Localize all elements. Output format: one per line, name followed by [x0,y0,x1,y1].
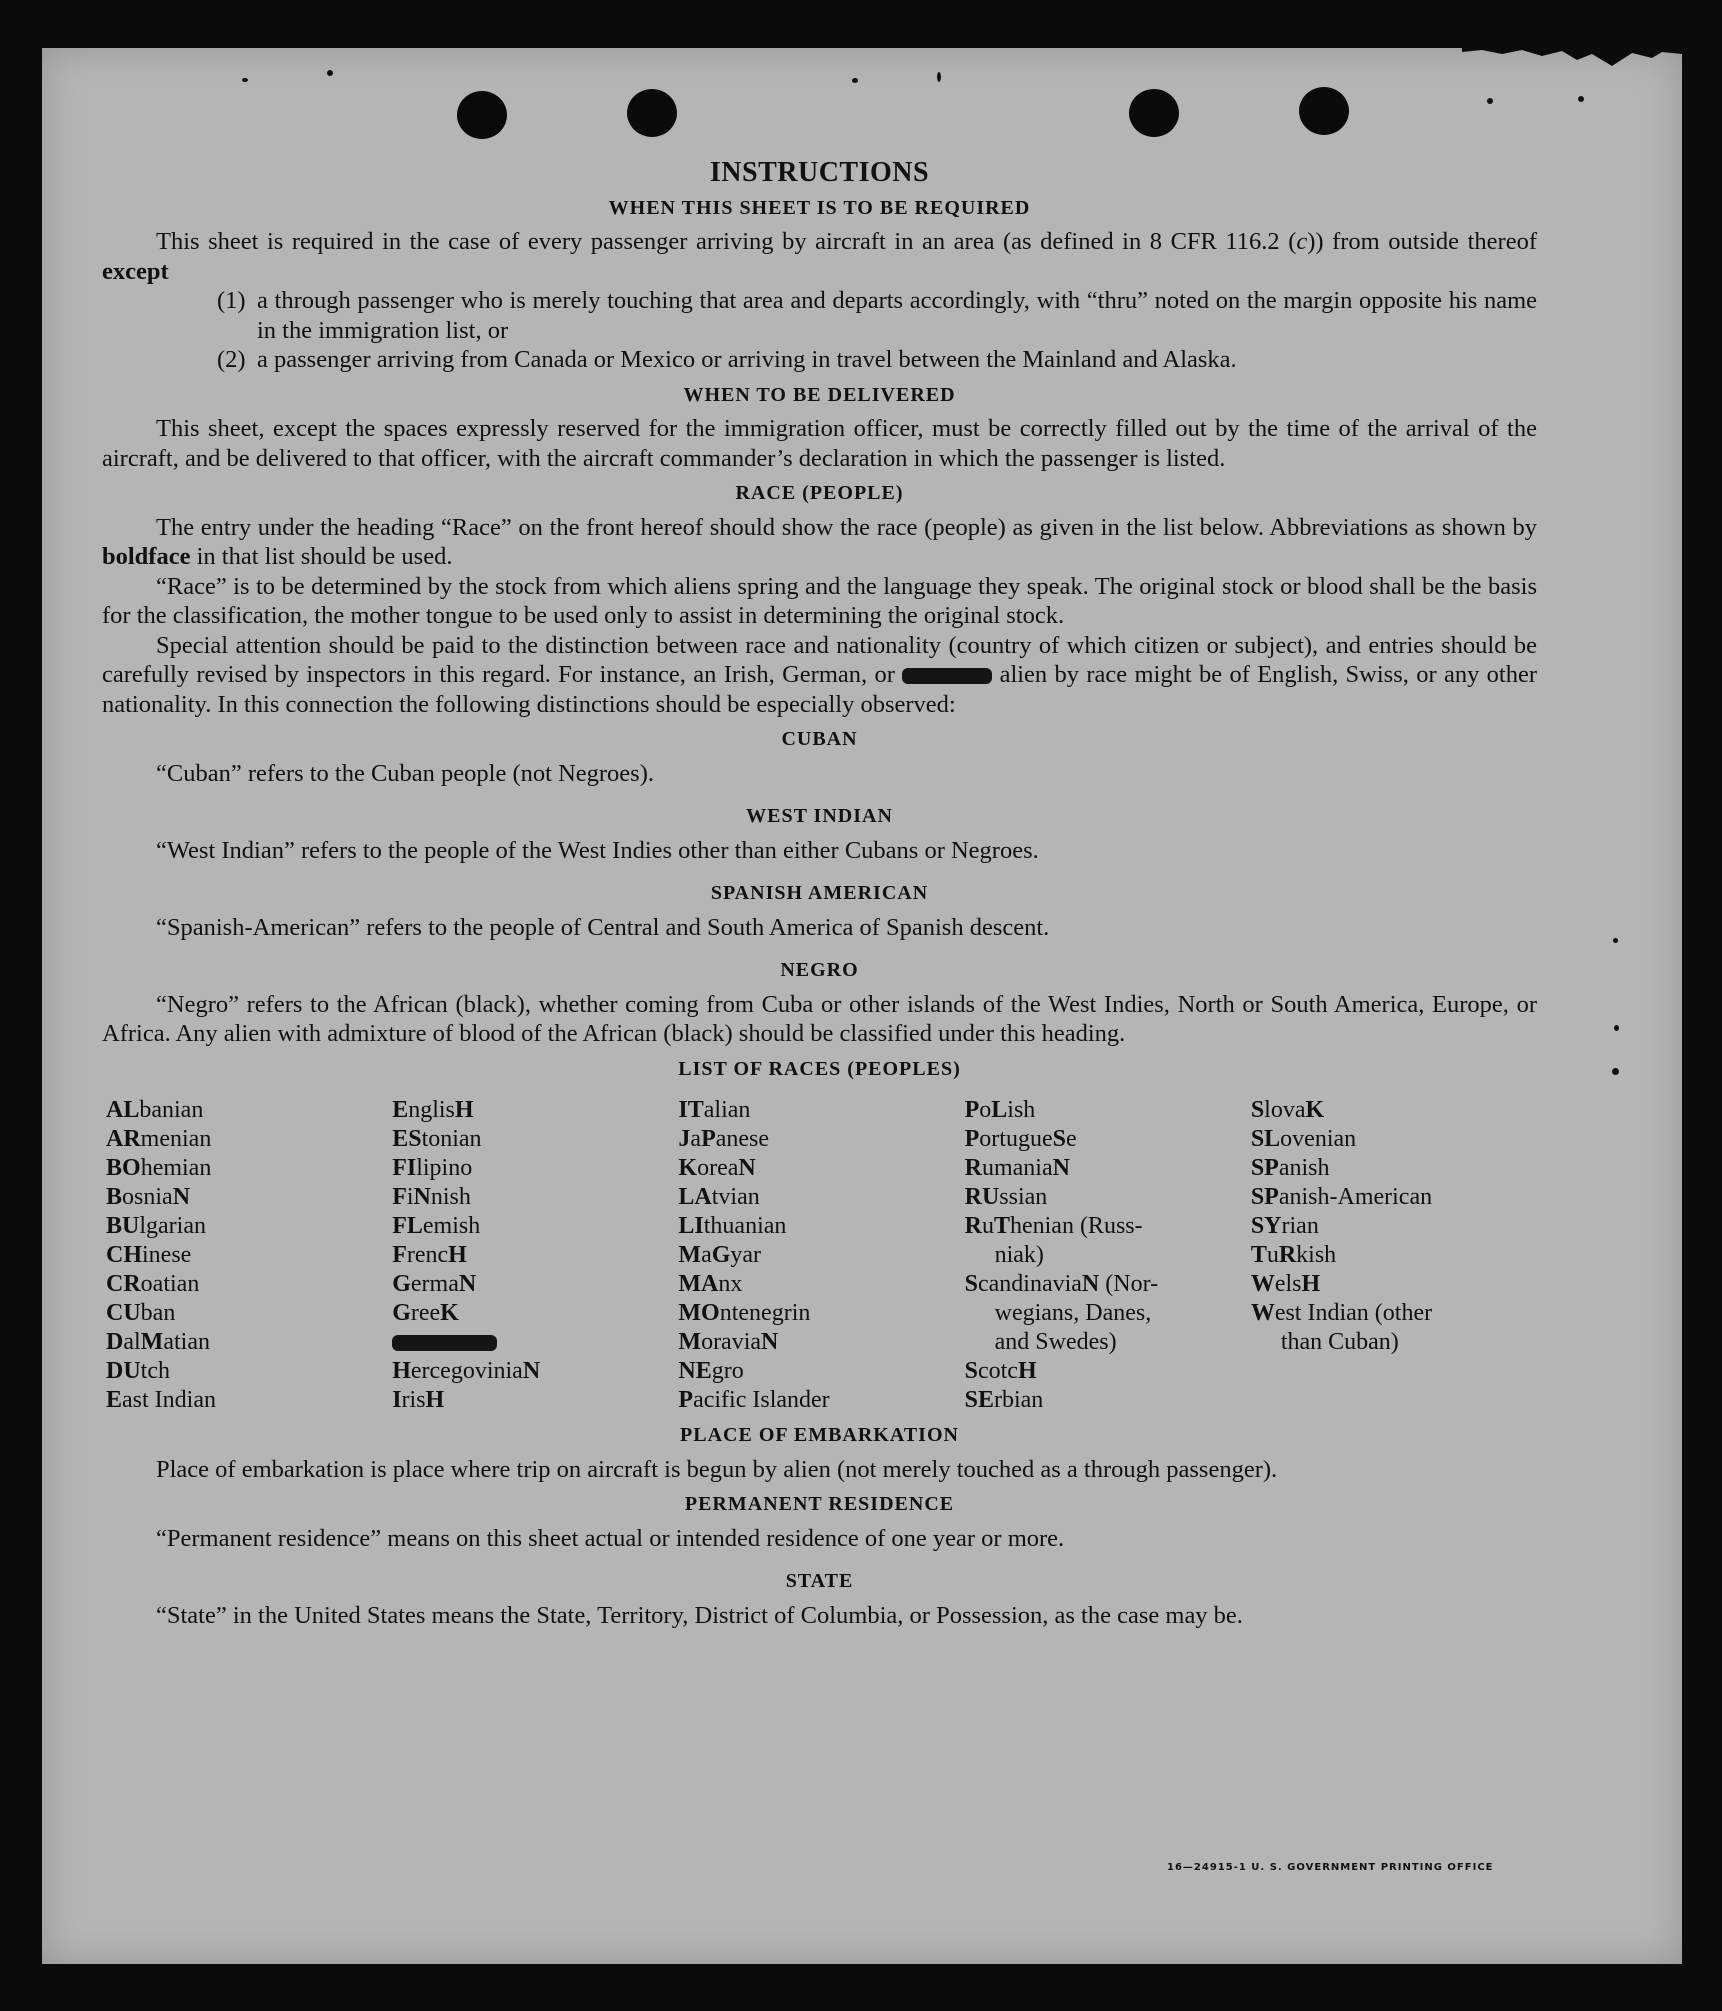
race-abbreviation: S [1250,1097,1265,1123]
race-p1-text-2: in that list should be used. [190,543,453,570]
race-name-part: candinavia [977,1271,1082,1297]
race-entry [106,1125,392,1154]
race-entry [678,1096,964,1125]
race-name-part: hemian [140,1155,212,1181]
race-abbreviation: MA [678,1271,719,1297]
heading-spanish-american: SPANISH AMERICAN [710,882,929,904]
race-abbreviation: AR [106,1126,141,1152]
race-entry [1251,1299,1537,1328]
race-abbreviation: J [678,1126,691,1152]
race-abbreviation: L [991,1097,1008,1123]
race-abbreviation: S [964,1271,978,1297]
race-abbreviation: K [678,1155,698,1181]
race-p1-boldface: boldface [102,543,191,570]
redaction-mark [392,1335,497,1351]
race-abbreviation: DU [106,1358,141,1384]
race-entry [965,1125,1251,1154]
race-name-part: osnia [122,1184,173,1210]
heading-west-indian: WEST INDIAN [746,805,893,827]
required-intro-paragraph-letter: c [1296,228,1308,255]
race-name-part: umania [981,1155,1053,1181]
race-abbreviation: P [678,1387,694,1413]
required-intro-except: except [102,257,169,285]
race-name-part: ssian [999,1184,1048,1210]
race-abbreviation: SE [964,1387,994,1413]
race-abbreviation: N [522,1358,541,1384]
race-entry [678,1270,964,1299]
race-abbreviation: H [425,1387,445,1413]
race-paragraph-2: “Race” is to be determined by the stock from which aliens spring and the language they speak. The original stock or blood shall be the basis for the classification, the mother tongue to be used only to assist in determining the original stock. [102,572,1537,629]
race-name-part: renc [406,1242,449,1268]
race-abbreviation: P [964,1097,980,1123]
heading-required: WHEN THIS SHEET IS TO BE REQUIRED [608,196,1031,219]
cuban-text: “Cuban” refers to the Cuban people (not Negroes). [156,759,654,787]
race-entry [392,1125,678,1154]
speck [1578,96,1584,102]
document-sheet [42,48,1682,1964]
race-entry [106,1299,392,1328]
exception-number: (1) [217,287,246,314]
race-abbreviation: E [392,1097,409,1123]
heading-cuban: CUBAN [781,728,858,750]
race-abbreviation: R [1278,1242,1297,1268]
race-entry [106,1357,392,1386]
embarkation-text: Place of embarkation is place where trip on aircraft is begun by alien (not merely touched as a through passenger). [156,1455,1278,1483]
race-name-part: ntenegrin [719,1300,811,1326]
race-entry [678,1125,964,1154]
race-entry [392,1154,678,1183]
race-entry [678,1183,964,1212]
race-abbreviation: H [1301,1271,1321,1297]
race-name-part: anish [1278,1155,1330,1181]
race-name-part: nx [718,1271,743,1297]
race-abbreviation: F [392,1242,407,1268]
race-name-part: inese [142,1242,192,1268]
race-name-part: cotc [977,1358,1018,1384]
speck [1612,1068,1619,1075]
speck [242,78,248,82]
race-entry [106,1270,392,1299]
race-entry [965,1096,1251,1125]
race-entry [965,1212,1251,1241]
race-abbreviation: MO [678,1300,720,1326]
race-entry [965,1386,1251,1415]
race-abbreviation: SL [1250,1126,1281,1152]
required-intro [102,227,1537,286]
race-name-part: nish [430,1184,471,1210]
race-column-3 [678,1096,964,1415]
race-entry [392,1357,678,1386]
heading-residence: PERMANENT RESIDENCE [684,1493,955,1515]
race-abbreviation: LA [678,1184,712,1210]
exception-text: a through passenger who is merely touching that area and departs accordingly, with “thru” noted on the margin opposite his name in the immigration list, or [257,287,1537,344]
race-entry [678,1328,964,1357]
race-entry [965,1357,1251,1386]
race-entry [106,1096,392,1125]
race-abbreviation: BU [106,1213,140,1239]
heading-state: STATE [785,1570,854,1592]
race-name-part: ree [410,1300,441,1326]
race-abbreviation: N [1052,1155,1070,1181]
race-entry [1251,1270,1537,1299]
race-abbreviation: SP [1250,1155,1279,1181]
race-name-part: gro [711,1358,744,1384]
race-abbreviation: T [1250,1242,1267,1268]
race-name-part: emish [422,1213,481,1239]
race-entry [392,1183,678,1212]
race-name-part: ris [401,1387,426,1413]
race-entry [392,1096,678,1125]
race-abbreviation: R [964,1155,982,1181]
required-intro-text: This sheet is required in the case of every passenger arriving by aircraft in an area (as defined in 8 CFR 116.2 ( [156,228,1297,255]
race-name-part: rbian [993,1387,1044,1413]
race-abbreviation: FI [392,1155,417,1181]
heading-race: RACE (PEOPLE) [735,482,904,504]
race-name-part: ban [140,1300,176,1326]
race-paragraph-1 [102,513,1537,572]
race-abbreviation: N [413,1184,431,1210]
race-abbreviation: E [106,1387,123,1413]
race-abbreviation: D [106,1329,124,1355]
negro-text: “Negro” refers to the African (black), whether coming from Cuba or other islands of the West Indies, North or South America, Europe, or Africa. Any alien with admixture of blood of the African (black) should be classified under this heading. [102,990,1537,1047]
exception-item-2 [217,345,1537,375]
punch-hole [1129,89,1179,137]
race-abbreviation: W [1250,1300,1275,1326]
race-entry [1251,1125,1537,1154]
race-abbreviation: RU [964,1184,1000,1210]
race-name-part: lova [1264,1097,1306,1123]
race-name-part: atian [163,1329,210,1355]
race-column-5 [1251,1096,1537,1415]
race-abbreviation: P [964,1126,980,1152]
punch-hole [1299,87,1349,135]
race-entry [392,1270,678,1299]
race-abbreviation: NE [678,1358,712,1384]
race-abbreviation: T [993,1213,1010,1239]
redaction-mark [902,668,992,684]
race-abbreviation: SY [1250,1213,1282,1239]
race-abbreviation: N [172,1184,191,1210]
race-name-part: thuanian [703,1213,787,1239]
race-name-part: a [701,1242,712,1268]
race-name-part: yar [730,1242,762,1268]
race-abbreviation: CR [106,1271,141,1297]
race-name-part: a [690,1126,702,1152]
race-entry [678,1241,964,1270]
race-abbreviation: H [454,1097,474,1123]
race-entry [1251,1096,1537,1125]
race-name-part: al [123,1329,141,1355]
race-p1-text: The entry under the heading “Race” on the front hereof should show the race (people) as given in the list below. Abbreviations as shown by [156,513,1537,541]
heading-negro: NEGRO [780,959,859,981]
race-abbreviation: AL [106,1097,140,1123]
required-intro-text-2: )) from outside thereof [1307,228,1537,255]
speck [852,78,858,83]
race-name-part: ish [1007,1097,1036,1123]
race-name-part: kish [1296,1242,1337,1268]
race-entry [678,1299,964,1328]
race-name-part: i [406,1184,414,1210]
race-entry [392,1328,678,1357]
race-name-part: ortugue [979,1126,1053,1152]
race-entry [392,1241,678,1270]
race-abbreviation: IT [678,1097,704,1123]
race-entry [106,1241,392,1270]
race-abbreviation: CU [106,1300,141,1326]
race-name-part: rian [1281,1213,1319,1239]
race-abbreviation: N [1081,1271,1100,1297]
race-entry: and Swedes) [994,1329,1117,1355]
race-entry [1251,1183,1537,1212]
race-name-part: ercegovinia [410,1358,523,1384]
race-name-part: acific Islander [693,1387,830,1413]
race-entry: wegians, Danes, [994,1300,1152,1326]
race-name-part: tch [140,1358,170,1384]
race-abbreviation: SP [1250,1184,1279,1210]
race-abbreviation: N [458,1271,477,1297]
race-name-part: u [1266,1242,1279,1268]
race-abbreviation: M [678,1242,702,1268]
race-abbreviation: ES [392,1126,422,1152]
race-abbreviation: CH [106,1242,142,1268]
race-abbreviation: K [1305,1097,1325,1123]
race-name-part: els [1274,1271,1302,1297]
race-entry [106,1386,392,1415]
race-column-1 [106,1096,392,1415]
speck [327,70,333,76]
race-abbreviation: F [392,1184,407,1210]
race-name-part: tonian [421,1126,482,1152]
race-entry [392,1386,678,1415]
residence-text: “Permanent residence” means on this sheet actual or intended residence of one year or more. [156,1524,1065,1552]
race-entry [678,1154,964,1183]
speck [1613,938,1618,943]
race-abbreviation: I [392,1387,402,1413]
race-abbreviation: B [106,1184,123,1210]
race-abbreviation: LI [678,1213,704,1239]
race-entry [1251,1241,1537,1270]
race-name-part: henian (Russ- [1009,1213,1143,1239]
race-name-part: banian [139,1097,204,1123]
race-list [106,1096,1537,1415]
race-name-part: anish-American [1278,1184,1433,1210]
heading-delivered: WHEN TO BE DELIVERED [683,383,956,406]
race-abbreviation: R [964,1213,982,1239]
race-entry [106,1212,392,1241]
race-entry [965,1154,1251,1183]
race-entry [1251,1212,1537,1241]
race-name-part: est Indian (other [1274,1300,1433,1326]
race-p3-text: Special attention should be paid to the distinction between race and nationality (country of which citizen or subject), and entries should be carefully revised by inspectors in this regard. For instance, an Irish, German, or [102,631,1537,688]
race-name-part: o [979,1097,992,1123]
race-abbreviation: N [761,1329,779,1355]
torn-corner [1462,48,1682,78]
race-entry [392,1212,678,1241]
race-abbreviation: G [392,1300,411,1326]
race-abbreviation: S [964,1358,978,1384]
exception-number: (2) [217,346,246,373]
race-column-4 [965,1096,1251,1415]
heading-list-of-races: LIST OF RACES (PEOPLES) [678,1057,961,1080]
printing-office-line: 16—24915-1 U. S. GOVERNMENT PRINTING OFFICE [1167,1862,1494,1873]
instructions-content [102,158,1537,1630]
race-name-part: orea [697,1155,739,1181]
punch-hole [457,91,507,139]
race-entry [678,1357,964,1386]
race-abbreviation: M [140,1329,164,1355]
race-abbreviation: S [1052,1126,1066,1152]
state-text: “State” in the United States means the State, Territory, District of Columbia, or Possession, as the case may be. [156,1601,1243,1629]
race-abbreviation: G [392,1271,411,1297]
speck [1614,1025,1619,1031]
race-name-part: oravia [701,1329,762,1355]
race-name-part: e [1065,1126,1077,1152]
race-entry [106,1328,392,1357]
race-name-part: ovenian [1280,1126,1357,1152]
race-entry [106,1154,392,1183]
race-name-part: (Nor- [1099,1271,1159,1297]
exception-item-1 [217,286,1537,345]
exception-text: a passenger arriving from Canada or Mexico or arriving in travel between the Mainland and Alaska. [257,346,1237,373]
race-abbreviation: H [392,1358,411,1384]
speck [937,72,941,82]
race-abbreviation: H [448,1242,467,1268]
race-paragraph-3 [102,631,1537,720]
race-name-part: ast Indian [122,1387,216,1413]
race-column-2 [392,1096,678,1415]
race-abbreviation: W [1250,1271,1275,1297]
race-abbreviation: P [701,1126,716,1152]
race-entry [678,1212,964,1241]
race-name-part: alian [703,1097,751,1123]
punch-hole [627,89,677,137]
delivered-text: This sheet, except the spaces expressly reserved for the immigration officer, must be correctly filled out by the time of the arrival of the aircraft, and be delivered to that officer, with the aircraft commander’s declaration in which the passenger is listed. [102,415,1537,472]
race-entry [392,1299,678,1328]
race-name-part: oatian [140,1271,200,1297]
race-entry [678,1386,964,1415]
race-name-part: menian [140,1126,212,1152]
race-name-part: tvian [711,1184,760,1210]
race-abbreviation: N [738,1155,756,1181]
race-name-part: lipino [416,1155,473,1181]
race-entry [106,1183,392,1212]
race-entry: niak) [994,1242,1044,1268]
race-entry [965,1270,1251,1299]
race-abbreviation: H [1017,1358,1037,1384]
race-name-part: lgarian [139,1213,206,1239]
race-abbreviation: K [440,1300,459,1326]
race-abbreviation: G [711,1242,731,1268]
speck [1487,98,1493,104]
race-abbreviation: M [678,1329,702,1355]
race-name-part: erma [410,1271,459,1297]
race-abbreviation: FL [392,1213,423,1239]
race-name-part: nglis [408,1097,455,1123]
race-name-part: u [981,1213,994,1239]
spanish-american-text: “Spanish-American” refers to the people of Central and South America of Spanish descent. [156,913,1050,941]
race-entry [1251,1154,1537,1183]
race-abbreviation: BO [106,1155,141,1181]
heading-embarkation: PLACE OF EMBARKATION [680,1424,959,1446]
race-entry [965,1183,1251,1212]
page-title: INSTRUCTIONS [709,157,930,188]
west-indian-text: “West Indian” refers to the people of the West Indies other than either Cubans or Negroes. [156,836,1039,864]
race-entry: than Cuban) [1280,1329,1399,1355]
race-p3-text-2: alien by race might be of English, Swiss, or any other nationality. In this connection the following distinctions should be especially observed: [102,661,1537,718]
race-name-part: anese [715,1126,770,1152]
